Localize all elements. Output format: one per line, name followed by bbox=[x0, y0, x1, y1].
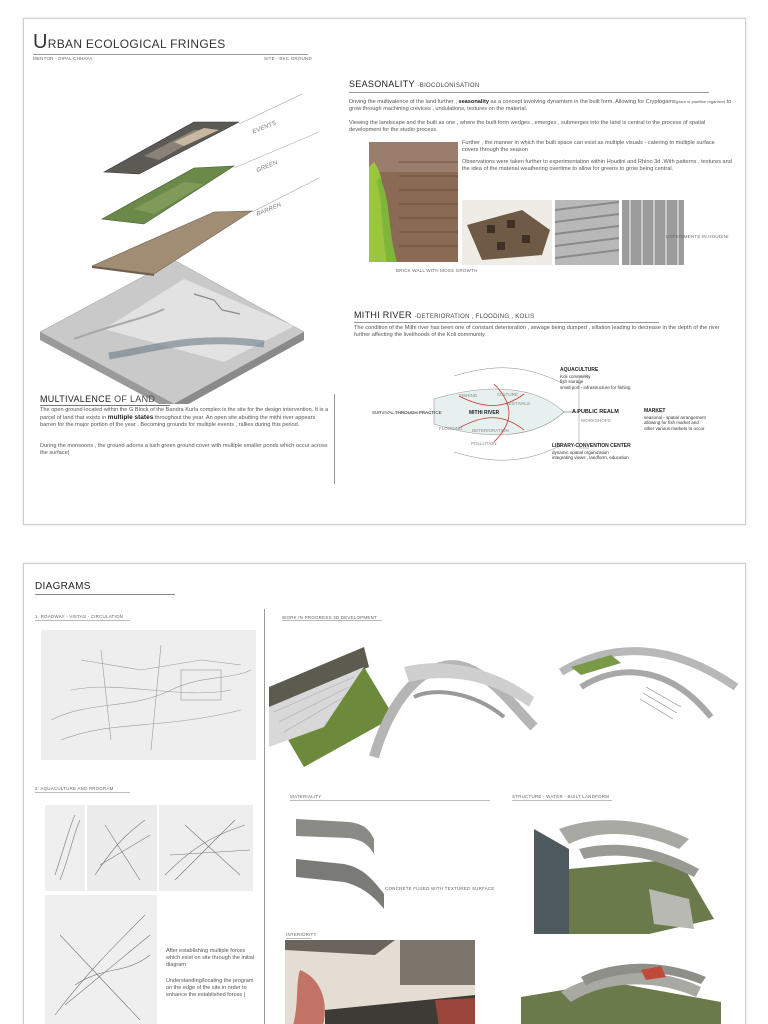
seasonality-p1-b: as a concept involving dynamism in the built form. Allowing for Cryptogams bbox=[488, 99, 676, 105]
multivalence-p1-a: The open ground located within the G Block of the Bandra Kurla complex is the site for the design intervention. It is a parcel of land that exists in bbox=[40, 407, 329, 421]
multivalence-paragraph-1 bbox=[40, 407, 330, 429]
diagram-center-text: MITHI RIVER bbox=[469, 410, 500, 416]
node-library bbox=[552, 443, 631, 461]
mentor-label: MENTOR - DIPAL CHHAYA bbox=[33, 56, 93, 61]
label-structure: STRUCTURE - WATER - BUILT LANDFORM bbox=[512, 794, 610, 799]
multivalence-paragraph-2: During the monsoons , the ground adorns a lush green ground cover with multiple smaller ponds which occur across the surface| bbox=[40, 443, 328, 456]
label-materiality: MATERIALITY bbox=[290, 794, 322, 799]
seasonality-paragraph-3: Further , the manner in which the built space can exist as multiple visuals - catering to multiple surface covers through the season bbox=[462, 140, 715, 153]
roadway-rule bbox=[35, 620, 130, 621]
multivalence-p1-bold: multiple states bbox=[107, 414, 154, 421]
diagram-public-realm bbox=[572, 409, 619, 416]
market-line-2: allowing for fish market and bbox=[644, 420, 699, 425]
label-events: EVENTS bbox=[251, 120, 278, 136]
portfolio-sheet-1 bbox=[23, 18, 746, 525]
materiality-concrete-panels bbox=[294, 814, 394, 914]
brick-wall-caption: BRICK WALL WITH MOSS GROWTH bbox=[396, 268, 478, 273]
seasonality-p1-a: Driving the multivalence of the land further , bbox=[349, 99, 459, 105]
diagram-label-festivals: FESTIVALS bbox=[506, 401, 530, 406]
seasonality-paragraph-1 bbox=[349, 98, 734, 113]
aquaculture-line-2: fish storage bbox=[560, 379, 584, 384]
node-market bbox=[644, 408, 706, 431]
market-line-1: seasonal - spatial arrangement bbox=[644, 414, 706, 420]
library-line-2: integrating views , landform, education bbox=[552, 455, 629, 460]
portfolio-sheet-2 bbox=[23, 563, 746, 1024]
houdini-experiment-3 bbox=[622, 200, 684, 265]
diagram-left-label: SURVIVAL THROUGH PRACTICE bbox=[372, 410, 442, 415]
title-rest: RBAN ECOLOGICAL FRINGES bbox=[47, 37, 226, 51]
label-green: GREEN bbox=[255, 160, 279, 174]
aquaculture-line-1: Koli community bbox=[560, 373, 591, 379]
node-aquaculture bbox=[560, 367, 631, 390]
multivalence-p1-b: throughout the year. An open site abutting the mithi river appears barren for the major portion of the year . Becoming grounds for multiple events , rallies during this period. bbox=[40, 415, 316, 428]
seasonality-p1-c: to grow through machining crevices , undulations, textures on the material. bbox=[349, 99, 732, 112]
structure-render-1 bbox=[529, 809, 719, 934]
seasonality-p1-bold: seasonality bbox=[458, 99, 489, 105]
aquaculture-title: AQUACULTURE bbox=[560, 367, 599, 373]
base-terrain-model bbox=[40, 260, 304, 404]
aquaculture-rule bbox=[35, 792, 130, 793]
library-title: LIBRARY-CONVENTION CENTER bbox=[552, 443, 631, 449]
structure-render-2 bbox=[521, 952, 721, 1024]
sheet-title bbox=[33, 31, 226, 54]
seasonality-title-text: SEASONALITY bbox=[349, 79, 415, 89]
mithi-title-text: MITHI RIVER bbox=[354, 310, 412, 320]
interiority-rule bbox=[286, 938, 311, 939]
diagram-label-flooding: FLOODING bbox=[439, 426, 463, 431]
seasonality-subtitle: -BIOCOLONISATION bbox=[417, 83, 480, 89]
public-realm-text: A PUBLIC REALM bbox=[572, 409, 619, 415]
market-title: MARKET bbox=[644, 408, 666, 414]
diagram-label-culture: CULTURE bbox=[497, 392, 518, 397]
seasonality-paragraph-2: Viewing the landscape and the built as one , where the built form wedges , emerges , submerges into the land is central to the process of spatial development for the studio process. bbox=[349, 120, 706, 133]
diagrams-rule bbox=[35, 594, 175, 595]
seasonality-rule bbox=[349, 92, 709, 93]
experiments-caption: EXPERIMENTS IN HOUDINI bbox=[666, 234, 729, 239]
title-initial: U bbox=[33, 31, 48, 53]
mithi-subtitle: -DETERIORATION , FLOODING , KOLIS bbox=[414, 314, 535, 320]
diagram-label-pollution: POLLUTION bbox=[471, 441, 497, 446]
houdini-experiment-2 bbox=[555, 200, 619, 265]
note-paragraph-2: Understanding/locating the program on the edge of the site in order to enhance the established forces | bbox=[166, 978, 254, 998]
brick-wall-moss-photo bbox=[369, 142, 458, 262]
aquaculture-line-3: small port - infrastructure for fishing bbox=[560, 384, 631, 390]
label-concrete: CONCRETE FUSED WITH TEXTURED SURFACE bbox=[385, 886, 495, 891]
layer-leader-lines bbox=[234, 94, 319, 212]
label-barren: BARREN bbox=[255, 202, 283, 218]
multivalence-title bbox=[40, 394, 155, 404]
wip-rule bbox=[282, 620, 382, 621]
diagram-center-label bbox=[469, 410, 499, 417]
column-divider bbox=[334, 394, 335, 484]
diagram-label-fishing: FISHING bbox=[459, 393, 478, 398]
roadway-sketch bbox=[41, 630, 256, 760]
houdini-experiment-1 bbox=[462, 200, 552, 265]
seasonality-title bbox=[349, 79, 480, 89]
label-work-in-progress: WORK IN PROGRESS 3D DEVELOPMENT bbox=[282, 615, 377, 620]
events-layer bbox=[104, 122, 239, 174]
multivalence-rule bbox=[40, 405, 170, 406]
mithi-title bbox=[354, 310, 534, 320]
wip-render-2 bbox=[551, 627, 741, 752]
materiality-rule bbox=[290, 800, 490, 801]
structure-rule bbox=[512, 800, 612, 801]
diagram-label-deterioration: DETERIORATION bbox=[472, 428, 509, 433]
label-aquaculture: 2. AQUACULTURE AND PROGRAM bbox=[35, 786, 114, 791]
market-line-3: other various markets to occur bbox=[644, 425, 705, 431]
interiority-render bbox=[285, 940, 475, 1024]
mithi-paragraph: The condition of the Mithi river has been one of constant deterioration , sewage being dumped , siltation leading to decrease in the depth of the river further affecting the livelihoods of the Koli community. bbox=[354, 325, 720, 338]
diagram-label-workshops: WORKSHOPS bbox=[581, 418, 611, 423]
seasonality-p1-small: (plant or plantlike organism) bbox=[675, 99, 726, 104]
multivalence-title-a: MULTIVALENCE bbox=[40, 394, 112, 404]
site-label: SITE - BKC GROUND bbox=[264, 56, 312, 61]
seasonality-paragraph-4: Observations were taken further to experimentation within Houdini and Rhino 3d .With patterns , textures and the idea of the material weathering overtime to allow for greens to grow being central. bbox=[462, 159, 732, 172]
mithi-rule bbox=[354, 322, 659, 323]
label-interiority: INTERIORITY bbox=[286, 932, 317, 937]
wip-render-1 bbox=[264, 627, 544, 777]
note-paragraph-1: After establishing multiple forces which exist on site through the initial diagram bbox=[166, 948, 255, 968]
site-layers-diagram bbox=[34, 94, 334, 404]
diagrams-title: DIAGRAMS bbox=[35, 581, 91, 592]
label-roadway: 1. ROADWAY - VISTAS - CIRCULATION bbox=[35, 614, 124, 619]
library-line-1: dynamic spatial organization bbox=[552, 449, 609, 455]
title-rule bbox=[33, 54, 308, 55]
multivalence-title-b: OF LAND bbox=[111, 394, 156, 404]
